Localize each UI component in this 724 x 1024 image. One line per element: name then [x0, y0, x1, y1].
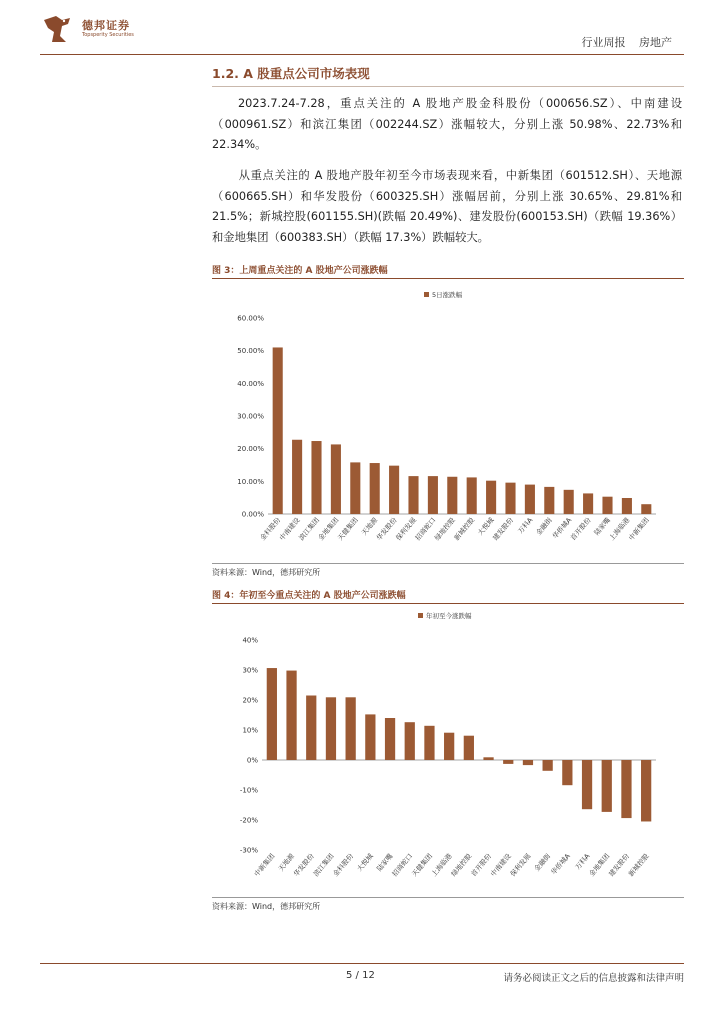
figure-4-bottom-rule: [212, 897, 684, 898]
bar: [428, 476, 438, 514]
figure-4-title: 图 4：年初至今重点关注的 A 股地产公司涨跌幅: [212, 591, 406, 601]
bar: [331, 444, 341, 514]
bar: [544, 487, 554, 514]
bar: [292, 440, 302, 514]
x-tick-label: 陆家嘴: [592, 516, 613, 537]
x-tick-label: 绿地控股: [433, 516, 457, 543]
bar: [424, 726, 434, 760]
bar: [525, 485, 535, 514]
y-tick-label: 10.00%: [237, 477, 264, 486]
bar: [444, 733, 454, 760]
bar: [562, 760, 572, 785]
x-tick-label: 上海临港: [607, 516, 632, 543]
y-tick-label: 40%: [242, 636, 258, 645]
x-tick-label: 首开股份: [469, 852, 494, 879]
bar: [621, 760, 631, 818]
x-tick-label: 新城控股: [627, 852, 651, 879]
figure-3-title: 图 3：上周重点关注的 A 股地产公司涨跌幅: [212, 266, 388, 276]
bar: [583, 493, 593, 514]
page-number: 5 / 12: [346, 970, 375, 981]
figure-4-source: 资料来源：Wind，德邦研究所: [212, 902, 321, 911]
chart-ytd-change: [212, 605, 684, 895]
section-divider: [212, 86, 684, 87]
bar: [486, 481, 496, 514]
figure-3-top-rule: [212, 278, 684, 279]
bar: [408, 476, 418, 514]
x-tick-label: 保利发展: [394, 516, 419, 543]
report-type: 行业周报: [581, 36, 626, 49]
x-tick-label: 金融街: [532, 852, 553, 873]
x-tick-label: 首开股份: [569, 516, 593, 543]
legend-swatch: [424, 292, 429, 297]
header-tags: [572, 34, 673, 50]
bar: [306, 696, 316, 761]
x-tick-label: 招商蛇口: [390, 852, 415, 879]
y-tick-label: -10%: [239, 786, 258, 795]
bar: [311, 441, 321, 514]
sector-name: 房地产: [639, 36, 672, 49]
x-tick-label: 中新集团: [252, 852, 277, 879]
footer-disclaimer: 请务必阅读正文之后的信息披露和法律声明: [503, 973, 684, 984]
x-tick-label: 招商蛇口: [413, 516, 438, 543]
figure-3-source: 资料来源：Wind，德邦研究所: [212, 568, 321, 577]
bar: [582, 760, 592, 809]
figure-4-top-rule: [212, 603, 684, 604]
y-tick-label: 0%: [246, 756, 258, 765]
x-tick-label: 华发股份: [375, 516, 399, 543]
bar: [602, 760, 612, 812]
y-tick-label: 0.00%: [241, 510, 264, 519]
bar: [346, 697, 356, 760]
x-tick-label: 金地集团: [316, 516, 341, 543]
bar: [350, 462, 360, 514]
bar: [641, 504, 651, 514]
bar: [326, 697, 336, 760]
x-tick-label: 金融街: [534, 516, 554, 537]
section-title: 1.2. A 股重点公司市场表现: [212, 66, 370, 81]
x-tick-label: 华发股份: [292, 852, 316, 879]
x-tick-label: 天健集团: [336, 516, 360, 543]
chart-weekly-change: [212, 280, 684, 562]
x-tick-label: 建发股份: [607, 852, 631, 879]
x-tick-label: 保利发展: [508, 852, 533, 879]
bar: [405, 722, 415, 760]
y-tick-label: -30%: [239, 846, 258, 855]
bar: [385, 718, 395, 760]
bar: [273, 347, 283, 514]
bar: [564, 490, 574, 514]
y-tick-label: 10%: [242, 726, 258, 735]
footer-divider: [40, 963, 684, 964]
paragraph-weekly-text: 2023.7.24-7.28，重点关注的 A 股地产股金科股份（000656.SZ）、中南建设（000961.SZ）和滨江集团（002244.SZ）涨幅较大，分别上涨 50.98%、22.73%和 22.34%。: [212, 97, 682, 151]
bar: [447, 477, 457, 514]
bar: [505, 483, 515, 514]
x-tick-label: 大悦城: [476, 516, 496, 537]
x-tick-label: 新城控股: [452, 516, 477, 543]
y-tick-label: 50.00%: [237, 347, 264, 356]
legend-swatch: [418, 613, 423, 618]
y-tick-label: 30%: [242, 666, 258, 675]
legend-label: 年初至今涨跌幅: [426, 612, 472, 620]
y-tick-label: -20%: [239, 816, 258, 825]
bar: [365, 714, 375, 760]
x-tick-label: 金科股份: [331, 852, 356, 879]
bar: [483, 757, 493, 760]
bar: [389, 466, 399, 514]
bar: [286, 671, 296, 760]
bar: [464, 736, 474, 760]
x-tick-label: 天健集团: [410, 852, 434, 879]
x-tick-label: 天地源: [276, 852, 297, 873]
x-tick-label: 华侨城A: [549, 852, 572, 877]
x-tick-label: 陆家嘴: [375, 852, 395, 873]
y-tick-label: 30.00%: [237, 412, 264, 421]
x-tick-label: 建发股份: [491, 516, 516, 543]
x-tick-label: 中南建设: [278, 516, 302, 543]
brand-name-cn: 德邦证券: [82, 19, 130, 32]
y-tick-label: 40.00%: [237, 379, 264, 388]
bar: [523, 760, 533, 765]
bar: [267, 668, 277, 760]
x-tick-label: 滨江集团: [297, 516, 322, 543]
x-tick-label: 天地源: [359, 516, 380, 537]
x-tick-label: 中南建设: [489, 852, 513, 879]
bar: [622, 498, 632, 514]
y-tick-label: 60.00%: [237, 314, 264, 323]
x-tick-label: 中新集团: [627, 516, 651, 543]
figure-3-bottom-rule: [212, 563, 684, 564]
bar: [503, 760, 513, 764]
header-divider: [40, 54, 684, 55]
x-tick-label: 金地集团: [587, 852, 612, 879]
bar: [467, 477, 477, 514]
brand-logo: [40, 14, 150, 44]
x-tick-label: 大悦城: [355, 852, 375, 873]
x-tick-label: 金科股份: [258, 516, 283, 543]
logo-mark-icon: [40, 14, 76, 44]
y-tick-label: 20%: [242, 696, 258, 705]
bar: [602, 497, 612, 514]
bar: [641, 760, 651, 821]
paragraph-ytd-text: 从重点关注的 A 股地产股年初至今市场表现来看，中新集团（601512.SH）、天地源（600665.SH）和华发股份（600325.SH）涨幅居前，分别上涨 30.65%、29.81%和 21.5%；新城控股(601155.SH)(跌幅 20.49%)、建发股份(600153.SH)（跌幅 19.36%）和金地集团（600383.SH）（跌幅 17.3%）跌幅较大。: [212, 169, 682, 244]
legend-label: 5日涨跌幅: [432, 291, 463, 299]
x-tick-label: 上海临港: [430, 852, 454, 879]
x-tick-label: 绿地控股: [449, 852, 474, 879]
x-tick-label: 万科A: [573, 852, 592, 872]
brand-name-en: Topsperity Securities: [82, 32, 134, 38]
x-tick-label: 华侨城A: [551, 516, 574, 541]
y-tick-label: 20.00%: [237, 445, 264, 454]
x-tick-label: 万科A: [516, 516, 535, 536]
paragraph-weekly: [212, 94, 682, 156]
paragraph-ytd: [212, 166, 682, 248]
bar: [543, 760, 553, 771]
bar: [370, 463, 380, 514]
x-tick-label: 滨江集团: [311, 852, 336, 879]
